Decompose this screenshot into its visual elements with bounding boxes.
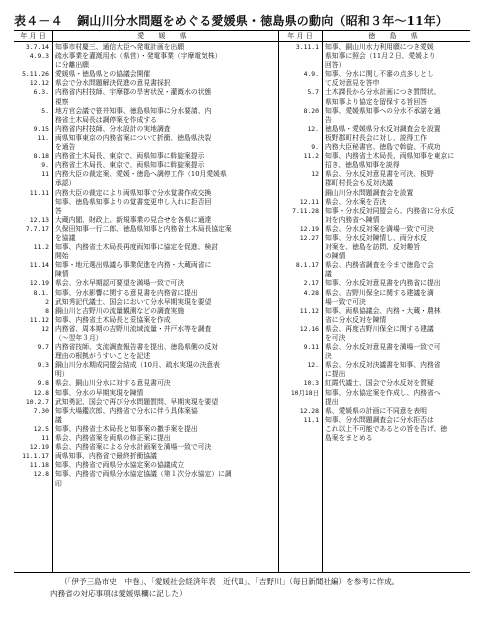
row-text: 知事、内務省土木局長と知事案の撒手案を提出 [55,424,198,433]
row-date: 11.12 [299,306,319,315]
table-row [278,325,470,334]
table-row [14,98,278,107]
row-date: 9.15 [33,124,49,133]
table-row [14,425,278,434]
header-tokushima: 徳 島 県 [322,31,470,42]
row-text: 議 [55,415,62,424]
row-text: 知事、内務省土木局長と妥協案を作成 [55,315,171,324]
row-text: 知事、分水協定案を作成し、内務省へ [325,388,441,397]
row-date [14,207,52,216]
table-row [14,179,278,188]
row-date: 12.13 [29,215,49,224]
row-date [14,270,52,279]
row-date [278,298,322,307]
source-note [50,576,470,600]
row-text: 知事、分水反対意見書を内務省に提出 [325,279,441,288]
table-row [278,179,470,188]
row-date [14,252,52,261]
row-text: 県会、内務省案を両県の修正案に提出 [55,434,171,443]
row-text: 県会、分水反対意見書を可決、板野 [325,170,434,179]
table-row [14,152,278,161]
row-date: 11.18 [29,461,49,470]
row-text: 地方官会議で笹井知事、徳島県知事に分水要請、内 [55,106,212,115]
table-row [278,316,470,325]
row-text: 両県知事東京の内務省案について折衝、徳島県決裂 [55,133,212,142]
row-date: 2 [45,297,49,306]
row-text: 内務省土木局長、東京で、両県知事に斡旋案提示 [55,161,205,170]
row-date: 8.20 [303,106,319,115]
table-row [14,52,278,61]
row-date: 12.8 [33,470,49,479]
table-row [278,389,470,398]
row-date [278,370,322,379]
table-row [278,43,470,52]
row-text: 内務大臣の裁定により両県知事で分水覚書作成交換 [55,188,212,197]
row-text: 内務省、周本期の吉野川流域流量・井戸水等を調査 [55,324,212,333]
row-date [278,216,322,225]
row-date [14,116,52,125]
row-text: 知事、分水反対陳情し、両分水反 [325,233,427,242]
row-text: を可決 [325,334,346,342]
row-text: 回答） [325,61,346,70]
row-text: 知事、分水の早期実現を陳情 [55,388,144,397]
table-row [278,425,470,434]
table-row [14,61,278,70]
table-row [278,107,470,116]
table-row [278,198,470,207]
row-text: 対案を、徳島を訪問、反対趣旨 [325,243,421,252]
row-text: 知事、内務省で両県分水協定案の協議成立 [55,461,185,470]
row-text: 知事大場鑑次郎、内務省で分水に伴う具体案協 [55,406,198,415]
table-row [14,143,278,152]
row-date: 12 [311,170,319,179]
tokushima-column [278,43,470,572]
row-date: 9.7 [37,343,49,352]
row-text: 県会、再度吉野川保全に関する建議 [325,324,434,333]
row-text: これ以上不可能であるとの旨を告げ、徳 [325,424,448,433]
row-date [14,352,52,361]
row-date [278,116,322,125]
row-date [14,61,52,70]
table-row [14,343,278,352]
row-text: 両県知事、内務省で最終折衝協議 [55,452,157,461]
row-date [14,480,52,489]
table-row [278,343,470,352]
row-date: 11.1 [303,415,319,424]
row-date: 10.3 [303,379,319,388]
table-row [14,416,278,425]
row-text: 銅山川と吉野川の流量観測などの調査実施 [55,306,185,315]
row-text: を協議 [55,233,76,242]
table-row [14,334,278,343]
table-row [14,325,278,334]
row-text: 印 [55,479,62,488]
table-row [14,252,278,261]
table-row [14,116,278,125]
row-date [278,243,322,252]
row-date: 9.3 [37,361,49,370]
table-row [278,352,470,361]
row-date: 12.11 [299,197,319,206]
table-row [278,161,470,170]
row-text: 議 [325,270,332,279]
row-text: 開始 [55,252,69,261]
row-date: 4.9. [303,70,319,79]
row-date: 8.18 [33,152,49,161]
row-text: 知事、両県協議会、内務・大蔵・農林 [325,306,441,315]
table-title-text: 銅山川分水問題をめぐる愛媛県・徳島県の動向（昭和３年～11年） [77,14,449,28]
row-date: 12 [41,324,49,333]
row-text: の陳情 [325,252,346,261]
table-row [14,207,278,216]
row-date: 3.11.1 [295,43,319,51]
row-date: 7.7.17 [25,224,49,233]
row-text: 知事、分水影響に関する意見書を内務省に提出 [55,288,198,297]
table-row [14,434,278,443]
table-row [278,307,470,316]
table-row [278,361,470,370]
table-row [278,407,470,416]
row-text: 県知事に照会（11月２日、愛媛より [325,52,436,61]
row-date [14,179,52,188]
row-text: 県会、分水反対意見書を満場一致で可 [325,343,441,352]
table-row [278,416,470,425]
table-row [14,452,278,461]
table-row [278,152,470,161]
row-text: 久保田知事一行二郎、徳島県知事と内務省土木局長協定案 [55,224,232,233]
row-text: 県会、分水早期認可要望を満場一致で可決 [55,279,185,288]
table-row [278,289,470,298]
table-row [278,243,470,252]
row-text: 県、愛媛県の計画に不同意を表明 [325,406,427,415]
table-row [278,98,470,107]
table-row [278,234,470,243]
row-text: 県知事より協定を留保する旨回答 [325,97,427,106]
table-row [14,407,278,416]
row-date [14,370,52,379]
row-date [278,316,322,325]
row-date: 11 [41,170,49,179]
table-row [278,252,470,261]
table-row [14,279,278,288]
table-row [278,125,470,134]
row-text: 疏水事業を灌漑用水（県営）・発電事業（宇摩電気株） [55,52,222,61]
row-text: 銅山川分水問題調査会を設置 [325,188,414,197]
row-date [14,234,52,243]
row-text: 内務省技師、支流調査報告書を提出、徳島県側の反対 [55,343,219,352]
row-text: 大蔵内閣、財政上、新規事業の見合せを各県に通達 [55,215,212,224]
row-text: 知事、分水に関し不審の点多しとし [325,70,434,79]
row-text: 土木課長から分水計画につき質問状、 [325,88,441,97]
row-text: 承認） [55,179,76,188]
table-row [278,334,470,343]
row-text: 知事市村慶三、通信大臣へ発電計画を出願 [55,43,185,51]
row-text: 知事・分水反対同盟会ら、内務省に分水反 [325,206,455,215]
table-row [278,207,470,216]
row-date: 7.11.28 [292,206,319,215]
row-text: 内務省内村技師、宇摩郡の旱害状況・灌漑水の状態 [55,88,212,97]
row-text: 県会、分水反対案を満場一致で可決 [325,224,434,233]
row-date [14,143,52,152]
row-date: 11.2 [303,152,319,161]
header-date-right: 年 月 日 [278,31,322,42]
row-text: 知事、内務省土木局長、両県知事を東京に [325,152,455,161]
table-row [14,88,278,97]
table-row [14,352,278,361]
row-date [278,352,322,361]
row-text: 板野郡町村長会に対し、説得工作 [325,133,427,142]
row-text: 知事、銅山川水力利用願につき愛媛 [325,43,434,51]
table-row [278,434,470,443]
table-row [14,43,278,52]
row-date [278,52,322,61]
row-date: 12.19 [299,224,319,233]
row-date: 5. [41,106,49,115]
source-note-line: 内務省の対応事項は愛媛県欄に記した） [50,589,187,598]
table-row [14,389,278,398]
row-text: 答 [55,206,62,215]
table-row [278,143,470,152]
row-text: 県会、分水反対決議書を知事、内務省 [325,361,441,370]
row-date [14,98,52,107]
table-row [278,189,470,198]
table-row [14,379,278,388]
row-date: 9. [41,161,49,170]
row-date [278,79,322,88]
row-date: 4.28 [303,288,319,297]
row-text: 徳島県・愛媛県分水反対調査会を設置 [325,124,441,133]
row-date [278,425,322,434]
row-date: 9. [311,143,319,152]
row-text: を通告 [55,143,76,152]
table-row [278,52,470,61]
table-row [14,443,278,452]
table-row [14,261,278,270]
row-date: 11. [37,133,49,142]
row-date [278,334,322,343]
row-text: 視察 [55,97,69,106]
row-text: 内務大臣秘書官、徳島で斡旋、不成功 [325,143,441,152]
row-text: 内務省土木局長、東京で、両県知事に斡旋案提示 [55,152,205,161]
row-text: 銅山川分水期成同盟会結成（10月、疏水実現の決意表 [55,361,220,370]
row-date: 8.1. [33,288,49,297]
table-row [278,398,470,407]
row-date [278,189,322,198]
row-text: 県会、内務省案による分水計画案を満場一致で可決 [55,443,212,452]
row-date [278,270,322,279]
row-date: 11.14 [29,261,49,270]
header-date-left: 年 月 日 [14,31,52,42]
row-date: 12.19 [29,443,49,452]
row-date [14,416,52,425]
row-date [278,434,322,443]
row-date [278,252,322,261]
row-text: 郡町村長会も反対決議 [325,179,393,188]
header-ehime: 愛 媛 県 [52,31,278,42]
row-date: 6.3. [33,88,49,97]
row-text: 知事、内務省で両県分水協定協議（第１次分水協定）に調 [55,470,232,479]
row-text: 知事、内務省土木局長再度両知事に協定を促進、検討 [55,243,219,252]
table-row [278,70,470,79]
row-text: 対を内務省へ陳情 [325,215,380,224]
row-text: （～翌年３月） [55,334,103,342]
row-date [278,61,322,70]
row-text: て反対意見を答申 [325,79,380,88]
table-row [14,289,278,298]
table-row [14,398,278,407]
row-date: 8.1.17 [295,261,319,270]
row-text: 島案をまとめる [325,434,373,443]
row-text: 陳情 [55,270,69,279]
row-date: 9.11 [303,343,319,352]
row-text: 県会、分水案を否決 [325,197,387,206]
row-date: 12. [307,361,319,370]
table-row [14,125,278,134]
row-date: 3.7.14 [25,43,49,51]
table-row [14,243,278,252]
row-date: 12.5 [33,424,49,433]
row-text: 知事、愛媛県知事への分水不承諾を通 [325,106,441,115]
row-text: 知事、分水問題調査会に分水拒否は [325,415,434,424]
row-text: 決 [325,352,332,361]
table-row [278,298,470,307]
row-date: 11.12 [29,315,49,324]
table-row [14,70,278,79]
row-date: 12.16 [299,324,319,333]
row-text: 告 [325,115,332,124]
row-text: 内務大臣の裁定案、愛媛・徳島へ調停工作（10月愛媛県 [55,170,227,179]
row-date: 12.12 [29,79,49,88]
table-row [278,61,470,70]
row-date: 7.30 [33,406,49,415]
row-date: 12.28 [299,406,319,415]
row-date [278,179,322,188]
row-date [278,98,322,107]
row-date: 12. [307,124,319,133]
row-date: 5.7 [307,88,319,97]
ehime-column [14,43,278,572]
row-date [278,398,322,407]
row-date [278,134,322,143]
table-row [14,298,278,307]
table-number: 表４－４ [14,14,63,28]
row-text: 省に分水反対を陳情 [325,315,387,324]
table-row [14,161,278,170]
table-row [278,216,470,225]
table-row [278,379,470,388]
row-date: 12.27 [299,233,319,242]
row-text: 武知秀記代議士、国会において分水早期実現を要望 [55,297,212,306]
row-date: 11.1.17 [22,452,49,461]
row-date: 12.8 [33,388,49,397]
row-text: 知事・地元選出県議ら事業促進を内務・大蔵両省に [55,261,212,270]
row-text: 明） [55,370,69,379]
row-text: 武知勇記、国会で再び分水問題質問、早期実現を要望 [55,397,219,406]
table-row [14,107,278,116]
table-row [14,216,278,225]
row-text: 理由の根拠がうすいことを記述 [55,352,151,361]
table-row [14,307,278,316]
row-text: 内務省内村技師、分水設計の実地調査 [55,124,171,133]
row-text: 紅霞代議士、国会で分水反対を質疑 [325,379,434,388]
row-date: 11 [41,434,49,443]
row-text: 招き、徳島県知事を説得 [325,161,400,170]
row-text: 知事、徳島県知事よりの覚書変更申し入れに拒否回 [55,197,212,206]
row-date [278,161,322,170]
table-row [14,480,278,489]
table-row [278,261,470,270]
row-date: 2.17 [303,279,319,288]
row-text: 場一致で可決 [325,297,366,306]
table-row [14,470,278,479]
table-row [14,361,278,370]
source-note-line: （「伊予三島市史 中巻」、「愛媛社会経済年表 近代Ⅱ」、「吉野川」（毎日新聞社編）を参考に作成。 [60,577,400,586]
row-date: 5.11.26 [22,70,49,79]
table-row [278,279,470,288]
row-date: 10月18日 [290,388,319,397]
row-text: 県会、銅山川分水に対する意見書可決 [55,379,171,388]
row-text: 愛媛県・徳島県との協議会開催 [55,70,151,79]
row-text: に分離出願 [55,61,89,70]
table-title [14,12,448,29]
table-row [14,189,278,198]
row-text: 県会で分水問題解決促進の意見書採択 [55,79,171,88]
row-date [14,334,52,343]
table-row [14,316,278,325]
table-row [278,134,470,143]
table-row [278,225,470,234]
table-row [14,225,278,234]
row-date: 12.19 [29,279,49,288]
table-row [278,116,470,125]
row-text: 県会、吉野川保全に関する建議を満 [325,288,434,297]
row-text: に提出 [325,370,346,379]
row-date: 11.2 [33,243,49,252]
row-text: 県会、内務省調査を今まで徳島で会 [325,261,434,270]
chronology-table [14,30,470,573]
table-row [14,234,278,243]
table-row [14,170,278,179]
table-row [14,134,278,143]
row-date [14,198,52,207]
table-row [278,88,470,97]
row-date: 9.8 [37,379,49,388]
row-date: 4.9.3 [29,52,49,61]
row-date: 10.2.7 [25,397,49,406]
row-text: 提出 [325,397,339,406]
row-text: 務省土木局長は調停案を作成する [55,115,157,124]
row-date: 11.11 [29,188,49,197]
row-date: 8 [45,306,49,315]
table-row [14,198,278,207]
